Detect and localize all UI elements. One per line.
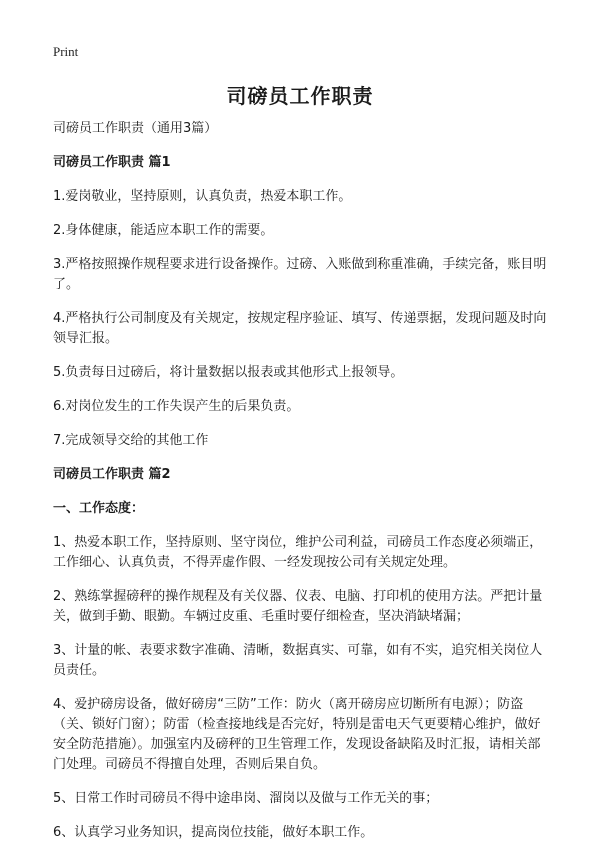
section1-item: 2.身体健康，能适应本职工作的需要。 <box>53 223 274 238</box>
print-label: Print <box>53 44 79 59</box>
section2-item: 1、热爱本职工作，坚持原则、坚守岗位，维护公司利益，司磅员工作态度必须端正，工作细心、认真负责，不得弄虚作假、一经发现按公司有关规定处理。 <box>53 535 543 570</box>
section2-item: 3、计量的帐、表要求数字准确、清晰，数据真实、可靠，如有不实，追究相关岗位人员责任。 <box>53 643 543 678</box>
section1-item: 5.负责每日过磅后，将计量数据以报表或其他形式上报领导。 <box>53 365 404 380</box>
section1-heading: 司磅员工作职责 篇1 <box>53 155 171 170</box>
section2-item: 4、爱护磅房设备，做好磅房“三防”工作：防火（离开磅房应切断所有电源）；防盗（关、锁好门窗）；防雷（检查接地线是否完好，特别是雷电天气更要精心维护，做好安全防范措施）。加强室内及磅秤的卫生管理工作，发现设备缺陷及时汇报，请相关部门处理。司磅员不得擅自处理，否则后果自负。 <box>53 697 541 772</box>
section2-item: 6、认真学习业务知识，提高岗位技能，做好本职工作。 <box>53 825 374 840</box>
section2-subheading: 一、工作态度： <box>53 501 145 516</box>
section2-heading: 司磅员工作职责 篇2 <box>53 467 171 482</box>
section1-item: 7.完成领导交给的其他工作 <box>53 433 209 448</box>
section1-item: 6.对岗位发生的工作失误产生的后果负责。 <box>53 399 300 414</box>
section2-item: 2、熟练掌握磅秤的操作规程及有关仪器、仪表、电脑、打印机的使用方法。严把计量关，做到手勤、眼勤。车辆过皮重、毛重时要仔细检查，坚决消缺堵漏； <box>53 589 543 624</box>
document-body <box>53 119 553 857</box>
document-subtitle: 司磅员工作职责（通用3篇） <box>53 121 218 136</box>
section2-item: 5、日常工作时司磅员不得中途串岗、溜岗以及做与工作无关的事； <box>53 791 439 806</box>
section1-item: 1.爱岗敬业，坚持原则，认真负责，热爱本职工作。 <box>53 189 352 204</box>
page-title: 司磅员工作职责 <box>226 84 374 108</box>
section1-item: 3.严格按照操作规程要求进行设备操作。过磅、入账做到称重准确，手续完备，账目明了。 <box>53 257 547 292</box>
section1-item: 4.严格执行公司制度及有关规定，按规定程序验证、填写、传递票据，发现问题及时向领导汇报。 <box>53 311 547 346</box>
